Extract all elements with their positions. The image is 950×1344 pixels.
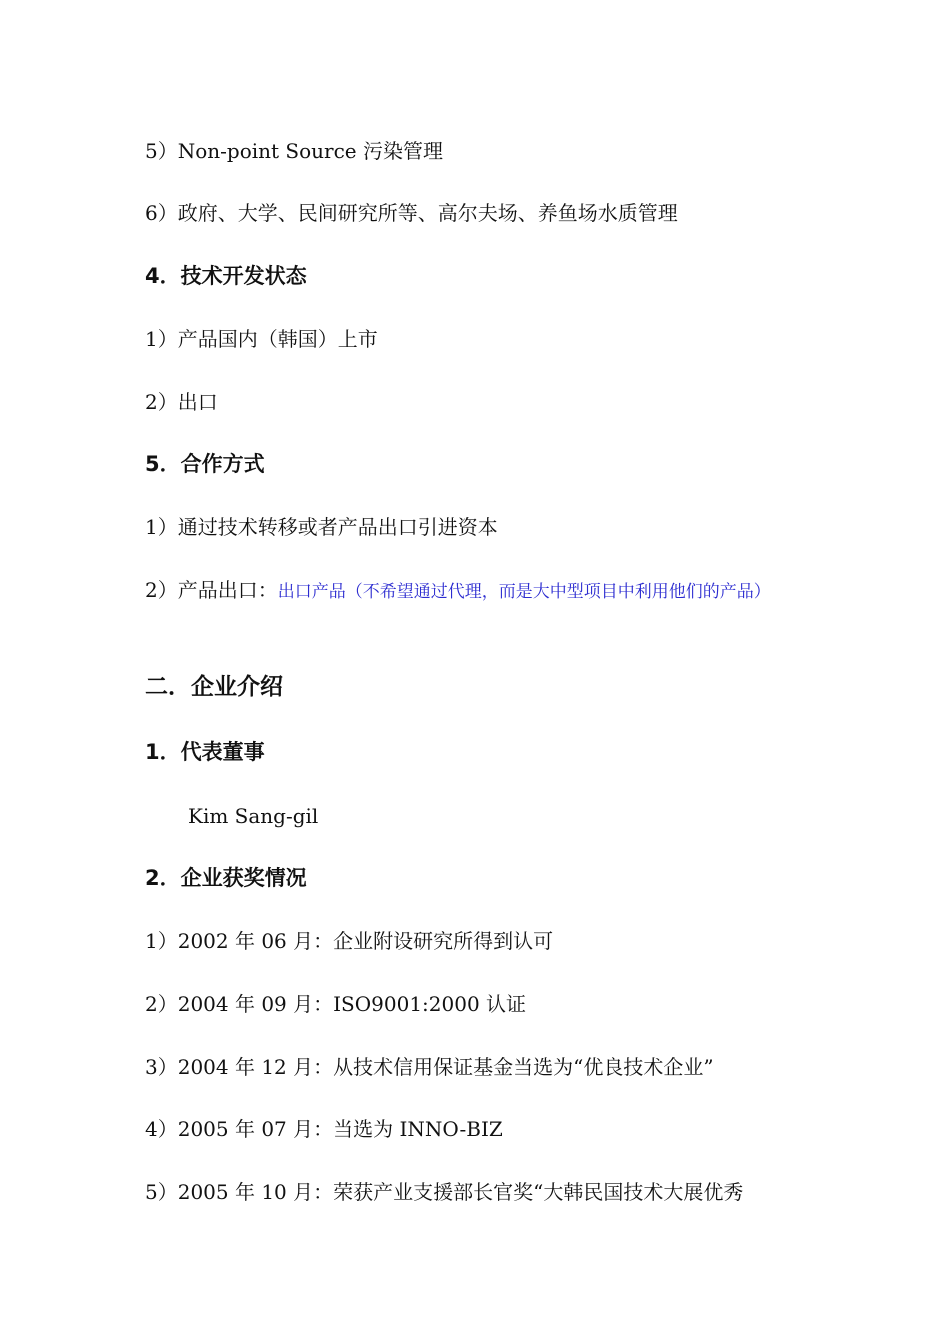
list-item-water-quality: 6）政府、大学、民间研究所等、高尔夫场、养鱼场水质管理 (145, 201, 678, 225)
product-export-note: 出口产品（不希望通过代理，而是大中型项目中利用他们的产品） (277, 582, 771, 602)
section-heading-tech-status: 4．技术开发状态 (145, 264, 307, 288)
section-heading-representative: 1．代表董事 (145, 740, 265, 764)
award-item-2005-07: 4）2005 年 07 月：当选为 INNO-BIZ (145, 1117, 503, 1141)
award-item-2004-12: 3）2004 年 12 月：从技术信用保证基金当选为“优良技术企业” (145, 1055, 714, 1079)
product-export-label: 2）产品出口： (145, 578, 278, 602)
chapter-heading-company-intro: 二．企业介绍 (145, 674, 283, 700)
list-item-export: 2）出口 (145, 390, 218, 414)
award-item-2005-10: 5）2005 年 10 月：荣获产业支援部长官奖“大韩民国技术大展优秀 (145, 1180, 744, 1204)
representative-name: Kim Sang-gil (188, 804, 319, 828)
list-item-domestic-launch: 1）产品国内（韩国）上市 (145, 327, 378, 351)
list-item-product-export (145, 566, 815, 616)
list-item-nonpoint-source: 5）Non-point Source 污染管理 (145, 139, 443, 163)
section-heading-awards: 2．企业获奖情况 (145, 866, 307, 890)
award-item-2004-09: 2）2004 年 09 月：ISO9001:2000 认证 (145, 992, 527, 1016)
award-item-2002: 1）2002 年 06 月：企业附设研究所得到认可 (145, 929, 554, 953)
section-heading-cooperation: 5．合作方式 (145, 452, 265, 476)
list-item-tech-transfer: 1）通过技术转移或者产品出口引进资本 (145, 515, 498, 539)
